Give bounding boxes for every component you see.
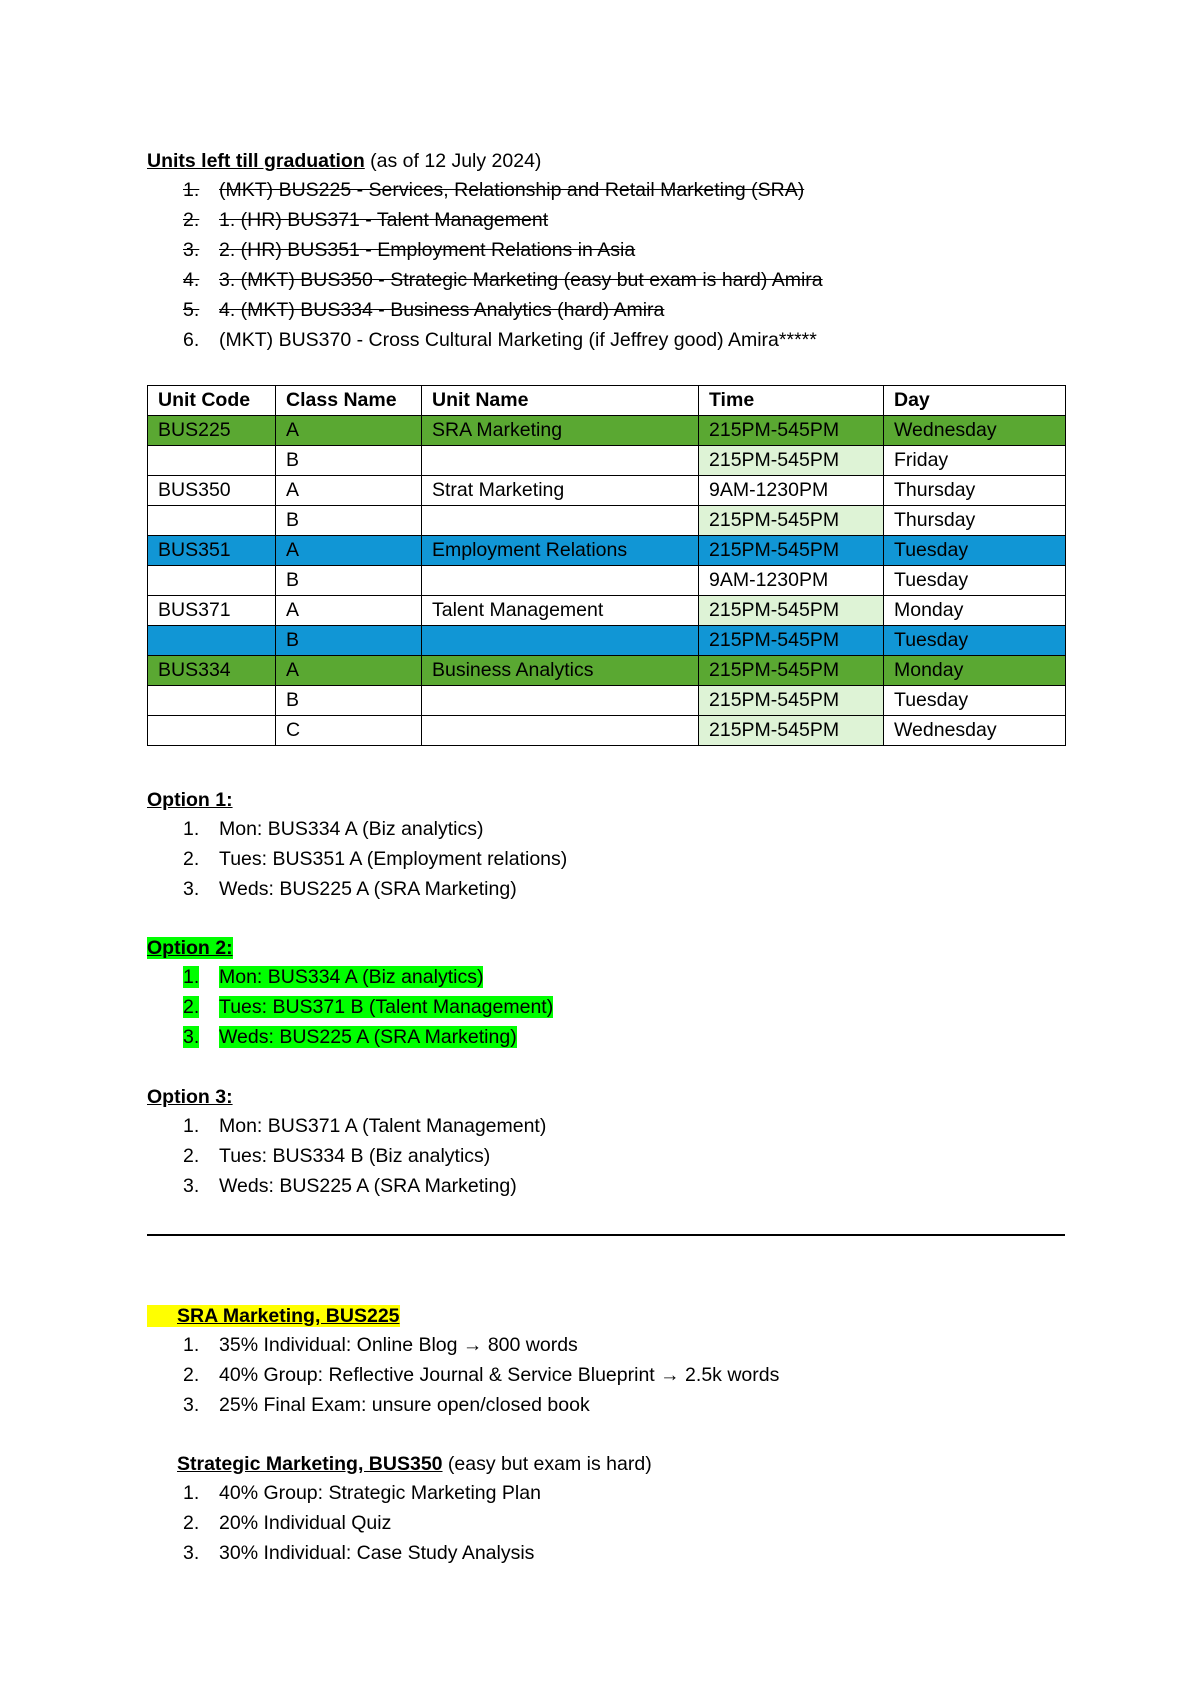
- list-item: 3. Weds: BUS225 A (SRA Marketing): [183, 878, 517, 900]
- list-item: 1. Mon: BUS334 A (Biz analytics): [183, 818, 484, 840]
- sra-list: [147, 1332, 779, 1422]
- option-3-list: [147, 1113, 546, 1203]
- list-item: 5. 4. (MKT) BUS334 - Business Analytics (hard) Amira: [183, 299, 665, 321]
- schedule-table: [147, 385, 1066, 746]
- list-item: 4. 3. (MKT) BUS350 - Strategic Marketing (easy but exam is hard) Amira: [183, 269, 823, 291]
- units-heading: [147, 148, 541, 174]
- units-list: [147, 177, 823, 357]
- list-item: 2. Tues: BUS371 B (Talent Management): [183, 996, 554, 1018]
- table-header-row: [148, 386, 1066, 416]
- table-row: B 9AM-1230PM Tuesday: [148, 566, 1066, 596]
- table-row: BUS350 A Strat Marketing 9AM-1230PM Thursday: [148, 476, 1066, 506]
- list-item: 1. 35% Individual: Online Blog → 800 words: [183, 1334, 578, 1356]
- option-1-title: Option 1:: [147, 789, 233, 811]
- list-item: 3. 25% Final Exam: unsure open/closed book: [183, 1394, 590, 1416]
- strat-list: [147, 1480, 541, 1570]
- list-item: 1. Mon: BUS371 A (Talent Management): [183, 1115, 547, 1137]
- list-item: 6. (MKT) BUS370 - Cross Cultural Marketing (if Jeffrey good) Amira*****: [183, 329, 817, 351]
- list-item: 1. Mon: BUS334 A (Biz analytics): [183, 966, 484, 988]
- units-title: Units left till graduation: [147, 150, 365, 172]
- header-time: Time: [699, 386, 884, 416]
- list-item: 3. 30% Individual: Case Study Analysis: [183, 1542, 535, 1564]
- arrow-right-icon: →: [660, 1364, 680, 1386]
- list-item: 3. Weds: BUS225 A (SRA Marketing): [183, 1175, 517, 1197]
- list-item: 2. Tues: BUS351 A (Employment relations): [183, 848, 568, 870]
- sra-title: SRA Marketing, BUS225: [147, 1303, 400, 1329]
- arrow-right-icon: →: [462, 1334, 483, 1356]
- list-item: 1. 40% Group: Strategic Marketing Plan: [183, 1482, 541, 1504]
- units-date-note: (as of 12 July 2024): [364, 150, 542, 172]
- table-row: B 215PM-545PM Thursday: [148, 506, 1066, 536]
- table-row: BUS371 A Talent Management 215PM-545PM Monday: [148, 596, 1066, 626]
- header-unit-name: Unit Name: [422, 386, 699, 416]
- table-row: BUS351 A Employment Relations 215PM-545PM Tuesday: [148, 536, 1066, 566]
- header-day: Day: [884, 386, 1066, 416]
- strat-title: Strategic Marketing, BUS350 (easy but exam is hard): [177, 1453, 652, 1475]
- header-class-name: Class Name: [276, 386, 422, 416]
- list-item: 3. Weds: BUS225 A (SRA Marketing): [183, 1026, 517, 1048]
- list-item: 1. (MKT) BUS225 - Services, Relationship and Retail Marketing (SRA): [183, 179, 805, 201]
- horizontal-rule: [147, 1234, 1065, 1236]
- list-item: 2. 1. (HR) BUS371 - Talent Management: [183, 209, 549, 231]
- list-item: 2. 20% Individual Quiz: [183, 1512, 392, 1534]
- header-unit-code: Unit Code: [148, 386, 276, 416]
- table-row: B 215PM-545PM Tuesday: [148, 626, 1066, 656]
- option-2-list: [147, 964, 553, 1054]
- list-item: 2. Tues: BUS334 B (Biz analytics): [183, 1145, 491, 1167]
- table-row: C 215PM-545PM Wednesday: [148, 716, 1066, 746]
- option-3-title: Option 3:: [147, 1086, 233, 1108]
- table-row: BUS225 A SRA Marketing 215PM-545PM Wednesday: [148, 416, 1066, 446]
- list-item: 2. 40% Group: Reflective Journal & Service Blueprint → 2.5k words: [183, 1364, 780, 1386]
- table-row: BUS334 A Business Analytics 215PM-545PM Monday: [148, 656, 1066, 686]
- option-2-title: Option 2:: [147, 937, 233, 959]
- option-1-list: [147, 816, 567, 906]
- table-row: B 215PM-545PM Tuesday: [148, 686, 1066, 716]
- table-row: B 215PM-545PM Friday: [148, 446, 1066, 476]
- list-item: 3. 2. (HR) BUS351 - Employment Relations in Asia: [183, 239, 636, 261]
